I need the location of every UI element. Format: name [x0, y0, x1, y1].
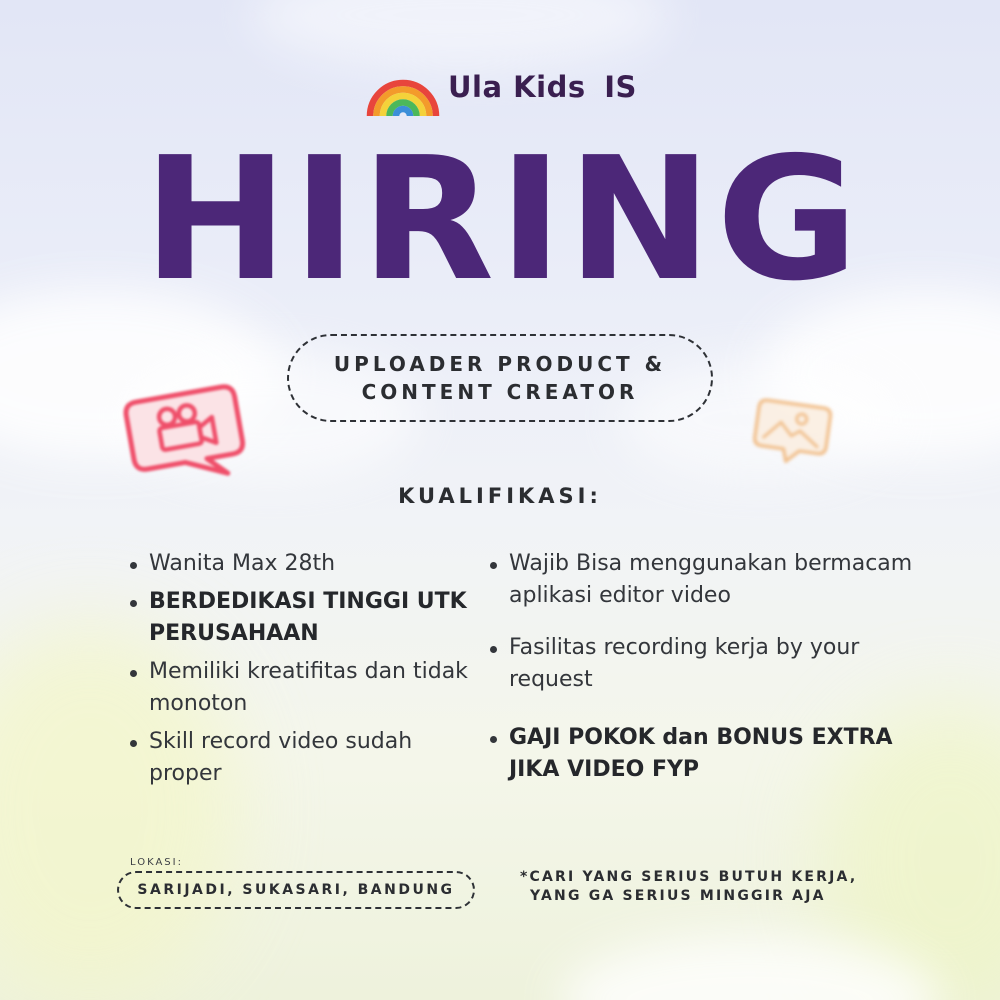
qualifications-left-list: [128, 548, 468, 796]
role-line-1: UPLOADER PRODUCT &: [333, 352, 667, 376]
role-badge: [287, 334, 713, 422]
rainbow-icon: [364, 64, 442, 118]
footnote: [520, 868, 920, 906]
cloud: [250, 0, 670, 70]
headline: HIRING: [143, 121, 863, 319]
list-item: Skill record video sudah proper: [128, 726, 468, 790]
qualifications-right-list: [488, 548, 918, 806]
role-line-2: CONTENT CREATOR: [361, 380, 639, 404]
list-item: Wajib Bisa menggunakan bermacam aplikasi editor video: [488, 548, 918, 612]
location-badge: SARIJADI, SUKASARI, BANDUNG: [117, 871, 475, 909]
brand-logo: [364, 62, 637, 120]
list-item: GAJI POKOK dan BONUS EXTRA JIKA VIDEO FYP: [488, 722, 918, 786]
brand-name-text: Ula Kids: [448, 70, 586, 104]
qualifications-title: KUALIFIKASI:: [398, 484, 602, 508]
brand-suffix: IS: [604, 70, 637, 104]
list-item: Memiliki kreatifitas dan tidak monoton: [128, 656, 468, 720]
location-label: LOKASI:: [130, 857, 183, 868]
brand-name: [448, 70, 637, 104]
list-item: BERDEDIKASI TINGGI UTK PERUSAHAAN: [128, 586, 468, 650]
footnote-line-1: *CARI YANG SERIUS BUTUH KERJA,: [520, 869, 858, 885]
image-chat-icon: [750, 394, 836, 468]
video-camera-chat-icon: [120, 376, 250, 488]
list-item: Wanita Max 28th: [128, 548, 468, 580]
list-item: Fasilitas recording kerja by your request: [488, 632, 918, 696]
footnote-line-2: YANG GA SERIUS MINGGIR AJA: [530, 888, 826, 904]
